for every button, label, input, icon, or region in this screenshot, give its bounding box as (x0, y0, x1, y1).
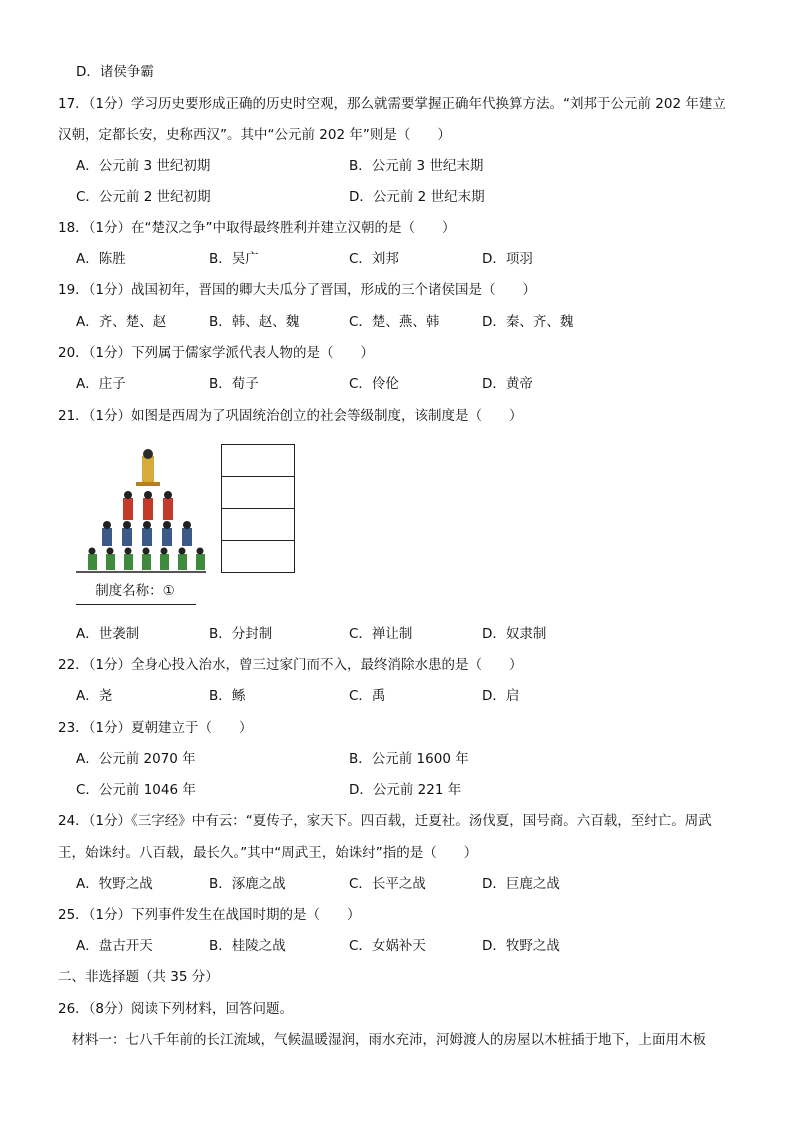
question-20-option-b: B．荀子 (209, 376, 259, 392)
hierarchy-pyramid-illustration (76, 446, 206, 574)
question-17-stem: 17．（1分）学习历史要形成正确的历史时空观，那么就需要掌握正确年代换算方法。“刘邦于公元前 202 年建立 (58, 96, 726, 112)
question-18-option-b: B．吴广 (209, 251, 259, 267)
question-24-option-b: B．涿鹿之战 (209, 876, 286, 892)
question-26-stem: 26．（8分）阅读下列材料，回答问题。 (58, 1001, 294, 1017)
question-21-option-b: B．分封制 (209, 626, 273, 642)
question-20-stem: 20．（1分）下列属于儒家学派代表人物的是（ ） (58, 345, 375, 361)
nobles-row (123, 491, 173, 520)
table-row (222, 477, 294, 509)
question-20-option-d: D．黄帝 (482, 376, 533, 392)
question-17-option-c: C．公元前 2 世纪初期 (76, 189, 211, 205)
section-heading: 二、非选择题（共 35 分） (58, 969, 219, 985)
question-20-option-c: C．伶伦 (349, 376, 399, 392)
question-25-option-a: A．盘古开天 (76, 938, 153, 954)
figure-caption: 制度名称：① (95, 583, 175, 599)
question-17-option-a: A．公元前 3 世纪初期 (76, 158, 211, 174)
question-21-option-a: A．世袭制 (76, 626, 140, 642)
material-1-text: 材料一：七八千年前的长江流域，气候温暖湿润，雨水充沛，河姆渡人的房屋以木桩插于地下，上面用木板 (58, 1032, 706, 1048)
question-18-option-d: D．项羽 (482, 251, 533, 267)
question-17-option-b: B．公元前 3 世纪末期 (349, 158, 484, 174)
question-25-option-c: C．女娲补天 (349, 938, 426, 954)
question-22-option-c: C．禹 (349, 688, 386, 704)
question-24-option-c: C．长平之战 (349, 876, 426, 892)
question-21-stem: 21．（1分）如图是西周为了巩固统治创立的社会等级制度，该制度是（ ） (58, 408, 523, 424)
question-19-option-d: D．秦、齐、魏 (482, 314, 574, 330)
question-21-option-c: C．禅让制 (349, 626, 413, 642)
table-row (222, 445, 294, 477)
question-22-option-a: A．尧 (76, 688, 113, 704)
question-23-option-c: C．公元前 1046 年 (76, 782, 196, 798)
question-18-option-a: A．陈胜 (76, 251, 126, 267)
table-row (222, 509, 294, 541)
question-24-stem-cont: 王，始诛纣。八百载，最长久。”其中“周武王，始诛纣”指的是（ ） (58, 845, 478, 861)
question-18-stem: 18．（1分）在“楚汉之争”中取得最终胜利并建立汉朝的是（ ） (58, 220, 456, 236)
question-24-stem: 24．（1分）《三字经》中有云：“夏传子，家天下。四百载，迁夏社。汤伐夏，国号商。六百载，至纣亡。周武 (58, 813, 712, 829)
question-19-stem: 19．（1分）战国初年，晋国的卿大夫瓜分了晋国，形成的三个诸侯国是（ ） (58, 282, 537, 298)
question-22-option-d: D．启 (482, 688, 520, 704)
question-23-option-d: D．公元前 221 年 (349, 782, 462, 798)
question-24-option-a: A．牧野之战 (76, 876, 153, 892)
question-19-option-b: B．韩、赵、魏 (209, 314, 300, 330)
caption-underline (76, 604, 196, 605)
question-19-option-a: A．齐、楚、赵 (76, 314, 167, 330)
question-23-option-b: B．公元前 1600 年 (349, 751, 469, 767)
question-21-option-d: D．奴隶制 (482, 626, 547, 642)
ministers-row (102, 521, 192, 546)
question-23-stem: 23．（1分）夏朝建立于（ ） (58, 720, 253, 736)
question-25-option-d: D．牧野之战 (482, 938, 560, 954)
table-row (222, 541, 294, 572)
hierarchy-table (221, 444, 295, 573)
king-figure (136, 449, 160, 486)
question-18-option-c: C．刘邦 (349, 251, 399, 267)
question-24-option-d: D．巨鹿之战 (482, 876, 560, 892)
question-22-stem: 22．（1分）全身心投入治水，曾三过家门而不入，最终消除水患的是（ ） (58, 657, 523, 673)
option-d: D．诸侯争霸 (76, 64, 154, 80)
question-17-option-d: D．公元前 2 世纪末期 (349, 189, 485, 205)
question-17-stem-cont: 汉朝，定都长安，史称西汉”。其中“公元前 202 年”则是（ ） (58, 127, 451, 143)
question-22-option-b: B．鲧 (209, 688, 246, 704)
scholars-row (88, 548, 205, 571)
question-25-option-b: B．桂陵之战 (209, 938, 286, 954)
question-23-option-a: A．公元前 2070 年 (76, 751, 196, 767)
question-19-option-c: C．楚、燕、韩 (349, 314, 440, 330)
question-20-option-a: A．庄子 (76, 376, 126, 392)
question-25-stem: 25．（1分）下列事件发生在战国时期的是（ ） (58, 907, 361, 923)
